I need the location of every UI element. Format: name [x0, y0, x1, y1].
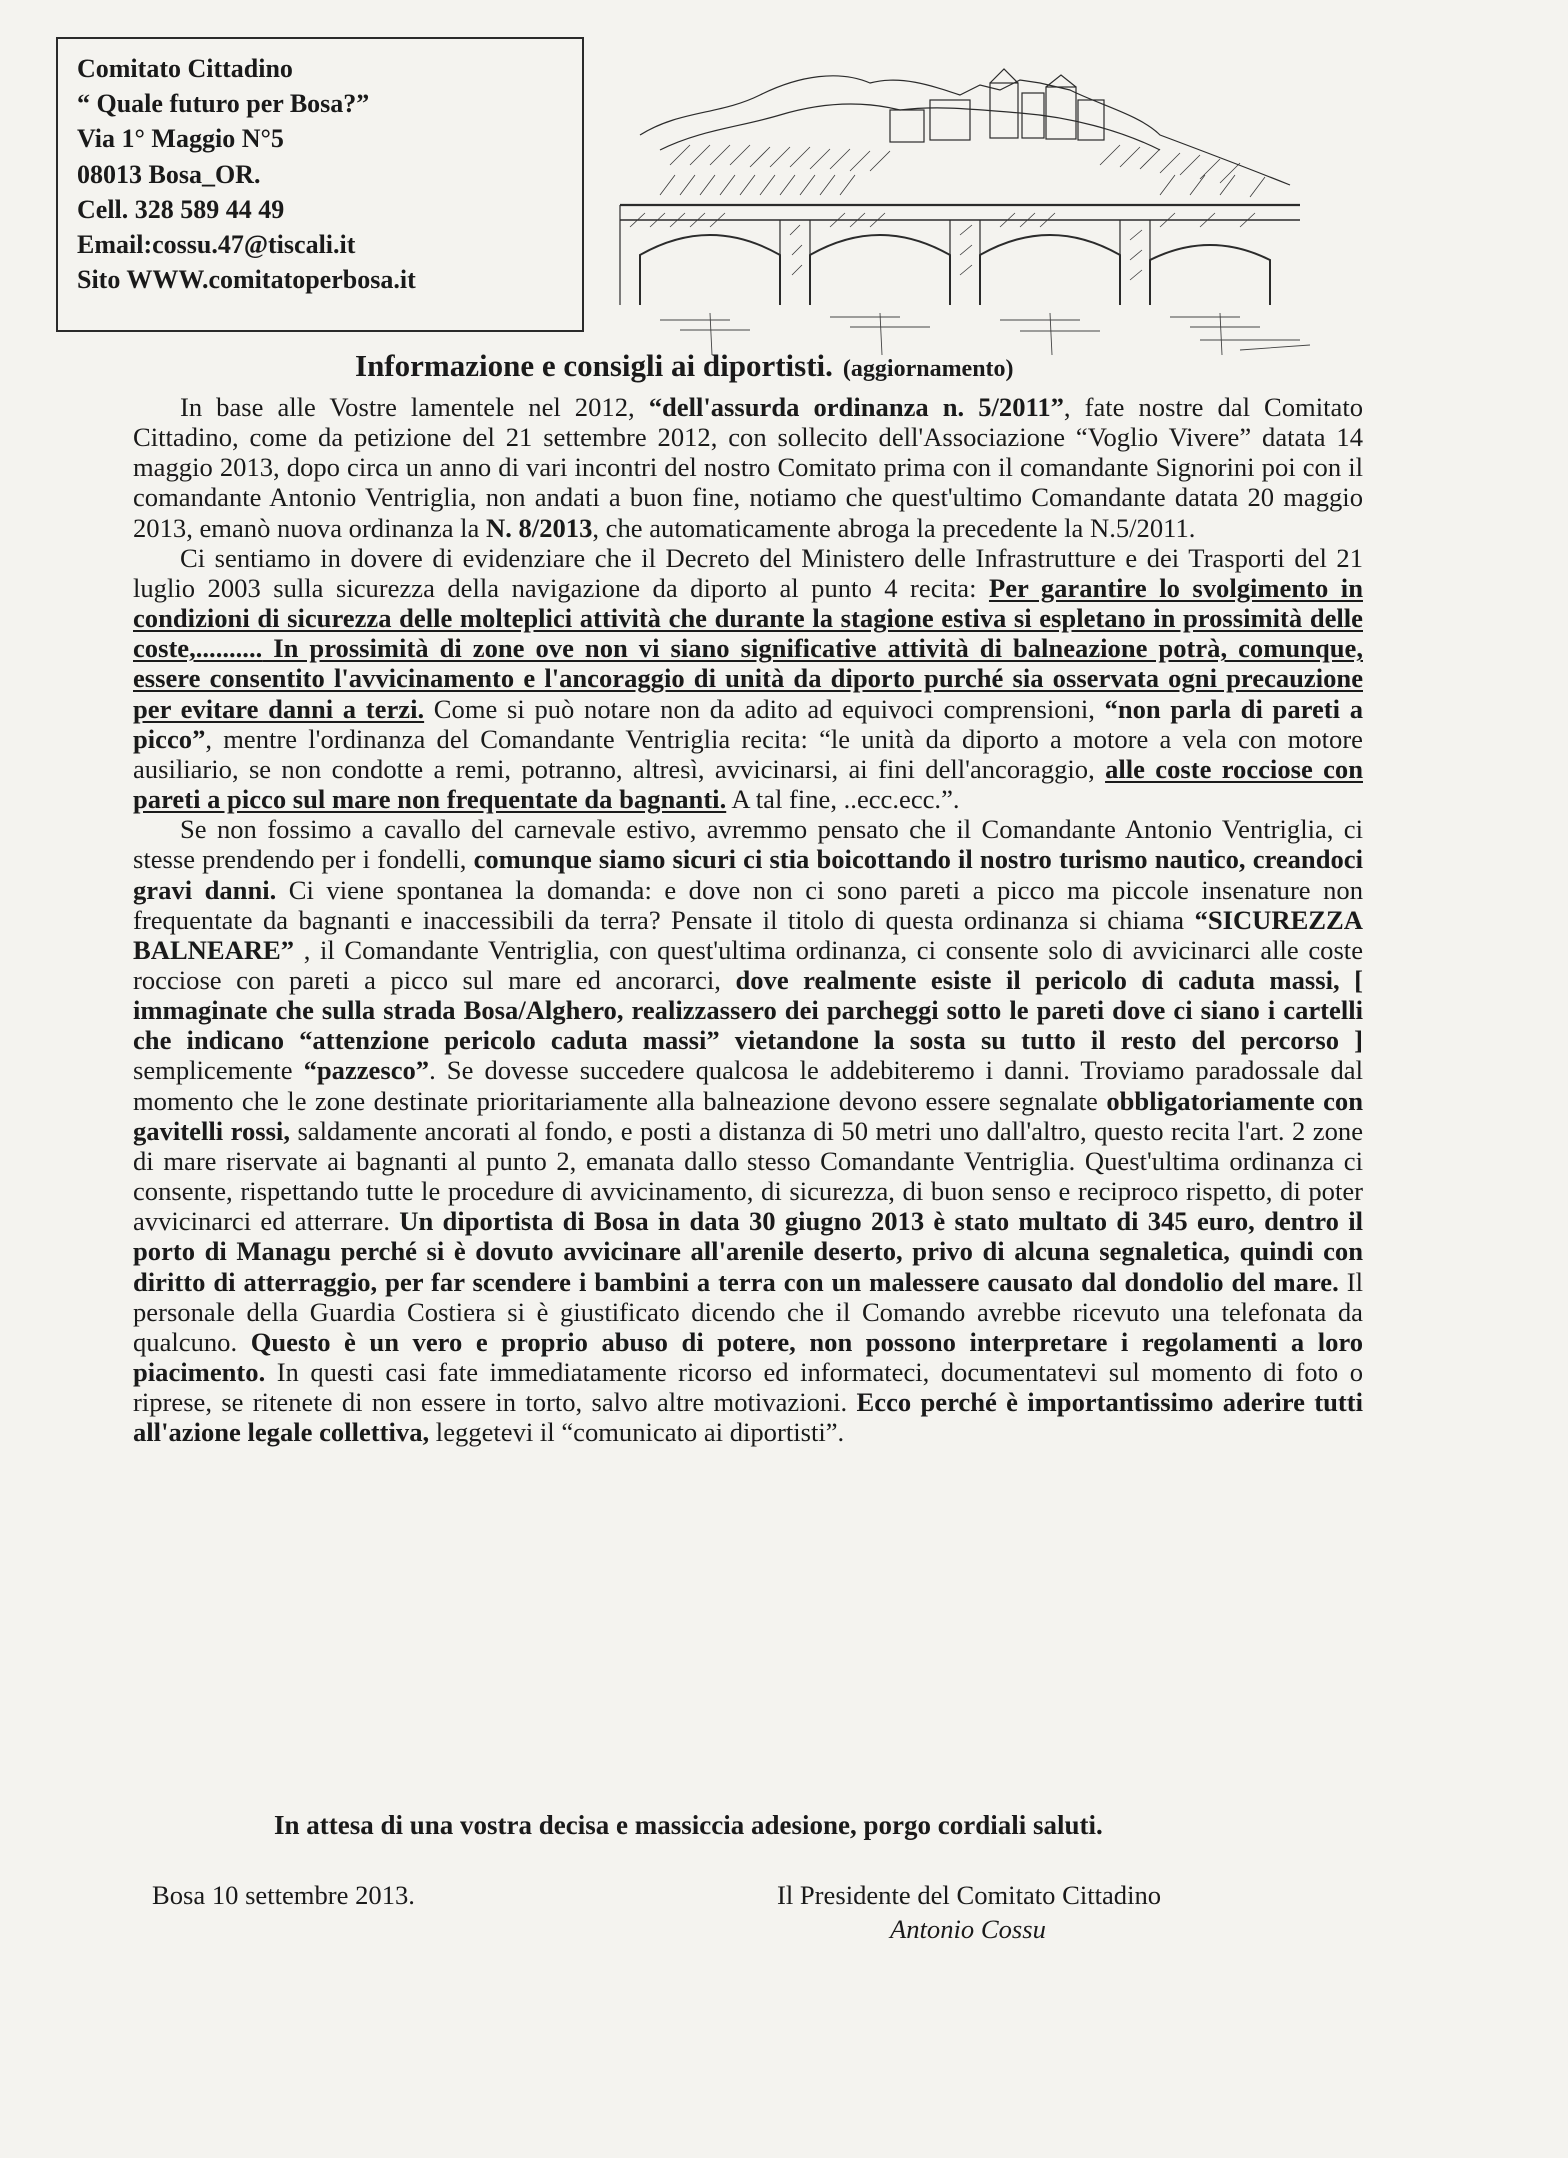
p3-text-5: . Se dovesse succedere qualcosa le addebiteremo i danni. Troviamo paradossale dal momento che le zone destinate prioritariamente alla balneazione devono essere segnalate	[133, 1055, 1363, 1116]
p3-bold-4: “pazzesco”	[303, 1055, 430, 1086]
p3-bold-8: Ecco perché è importantissimo aderire tutti all'azione legale collettiva,	[133, 1387, 1363, 1448]
p1-text-3: , che automaticamente abroga la precedente la N.5/2011.	[592, 512, 1196, 543]
paragraph-2	[133, 543, 1363, 814]
p3-text-3: , il Comandante Ventriglia, con quest'ultima ordinanza, ci consente solo di avvicinarci alle coste rocciose con pareti a picco sul mare ed ancorarci,	[133, 934, 1363, 995]
p2-underlined-quote-1: Per garantire lo svolgimento in condizioni di sicurezza delle molteplici attività che durante la stagione estiva si espletano in prossimità delle coste,..........	[133, 572, 1363, 664]
place-date: Bosa 10 settembre 2013.	[152, 1880, 415, 1910]
p1-bold-1: “dell'assurda ordinanza n. 5/2011”	[648, 392, 1064, 422]
p2-underlined-quote-2: In prossimità di zone ove non vi siano significative attività di balneazione potrà, comunque, essere consentito l'avvicinamento e l'ancoraggio di unità da diporto purché sia osservata ogni precauzione per evitare danni a terzi.	[133, 633, 1363, 724]
p3-bold-1: comunque siamo sicuri ci stia boicottando il nostro turismo nautico, creandoci gravi danni.	[133, 844, 1363, 905]
p1-bold-2: N. 8/2013	[486, 512, 593, 543]
paragraph-1	[133, 392, 1363, 543]
title-subtitle: (aggiornamento)	[842, 356, 1014, 382]
p2-text-1: Ci sentiamo in dovere di evidenziare che il Decreto del Ministero delle Infrastrutture e dei Trasporti del 21 luglio 2003 sulla sicurezza della navigazione da diporto al punto 4 recita:	[133, 542, 1363, 603]
address-city: 08013 Bosa_OR.	[77, 159, 261, 189]
phone: Cell. 328 589 44 49	[77, 194, 285, 224]
p3-text-6: saldamente ancorati al fondo, e posti a distanza di 50 metri uno dall'altro, questo recita l'art. 2 zone di mare riservate ai bagnanti al punto 2, emanata dallo stesso Comandante Ventriglia. Quest'ultima ordinanza ci consente, rispettando tutte le procedure di avvicinamento, di sicurezza, di buon senso e reciproco rispetto, di poter avvicinarci ed atterrare.	[133, 1115, 1364, 1237]
letter-body	[133, 392, 1363, 1447]
p1-text-1: In base alle Vostre lamentele nel 2012,	[180, 392, 649, 422]
document-title	[355, 348, 1014, 384]
p2-bold-1: “non parla di pareti a picco”	[133, 693, 1363, 754]
p2-underlined-quote-3: alle coste rocciose con pareti a picco sul mare non frequentate da bagnanti.	[133, 753, 1363, 815]
p2-text-3: , mentre l'ordinanza del Comandante Ventriglia recita: “le unità da diporto a motore a vela con motore ausiliario, se non condotte a remi, potranno, altresì, avvicinarsi, ai fini dell'ancoraggio,	[133, 723, 1363, 784]
title-main: Informazione e consigli ai diportisti.	[355, 348, 833, 383]
p2-text-4: A tal fine, ..ecc.ecc.”.	[726, 784, 960, 815]
p3-text-4: semplicemente	[133, 1055, 304, 1086]
p3-text-1: Se non fossimo a cavallo del carnevale estivo, avremmo pensato che il Comandante Antonio Ventriglia, ci stesse prendendo per i fondelli,	[133, 814, 1363, 875]
closing-salutation: In attesa di una vostra decisa e massiccia adesione, porgo cordiali saluti.	[274, 1810, 1103, 1840]
p3-text-2: Ci viene spontanea la domanda: e dove non ci sono pareti a picco ma piccole insenature non frequentate da bagnanti e inaccessibili da terra? Pensate il titolo di questa ordinanza si chiama	[133, 874, 1363, 935]
signature-name: Antonio Cossu	[890, 1914, 1046, 1944]
p3-bold-2: “SICUREZZA BALNEARE”	[133, 904, 1363, 965]
paragraph-3	[133, 814, 1363, 1447]
org-motto: “ Quale futuro per Bosa?”	[77, 89, 370, 119]
signature-role: Il Presidente del Comitato Cittadino	[777, 1880, 1162, 1910]
p3-text-7: Il personale della Guardia Costiera si è giustificato dicendo che il Comando avrebbe ricevuto una telefonata da qualcuno.	[133, 1266, 1363, 1357]
p3-text-9: leggetevi il “comunicato ai diportisti”.	[429, 1417, 845, 1448]
bridge-sketch-illustration	[600, 55, 1320, 360]
p3-text-8: In questi casi fate immediatamente ricorso ed informateci, documentatevi sul momento di foto o riprese, se ritenete di non essere in torto, salvo altre motivazioni.	[133, 1357, 1363, 1418]
p3-bold-7: Questo è un vero e proprio abuso di potere, non possono interpretare i regolamenti a loro piacimento.	[133, 1326, 1364, 1387]
p3-bold-6: Un diportista di Bosa in data 30 giugno 2013 è stato multato di 345 euro, dentro il porto di Managu perché si è dovuto avvicinare all'arenile deserto, privo di alcuna segnaletica, quindi con diritto di atterraggio, per far scendere i bambini a terra con un malessere causato dal dondolio del mare.	[133, 1206, 1363, 1297]
p3-bold-3: dove realmente esiste il pericolo di caduta massi, [ immaginate che sulla strada Bosa/Alghero, realizzassero dei parcheggi sotto le pareti dove ci siano i cartelli che indicano “attenzione pericolo caduta massi” vietandone la sosta su tutto il resto del percorso ]	[133, 964, 1363, 1056]
sender-address-box	[56, 37, 584, 332]
website: Sito WWW.comitatoperbosa.it	[77, 265, 416, 295]
p3-bold-5: obbligatoriamente con gavitelli rossi,	[133, 1085, 1363, 1146]
p2-text-2: Come si può notare non da adito ad equivoci comprensioni,	[424, 693, 1105, 724]
org-name: Comitato Cittadino	[77, 54, 293, 83]
p1-text-2: , fate nostre dal Comitato Cittadino, come da petizione del 21 settembre 2012, con sollecito dell'Associazione “Voglio Vivere” datata 14 maggio 2013, dopo circa un anno di vari incontri del nostro Comitato prima con il comandante Signorini poi con il comandante Antonio Ventriglia, non andati a buon fine, notiamo che quest'ultimo Comandante datata 20 maggio 2013, emanò nuova ordinanza la	[133, 392, 1364, 543]
address-street: Via 1° Maggio N°5	[77, 124, 284, 154]
email: Email:cossu.47@tiscali.it	[77, 230, 356, 260]
